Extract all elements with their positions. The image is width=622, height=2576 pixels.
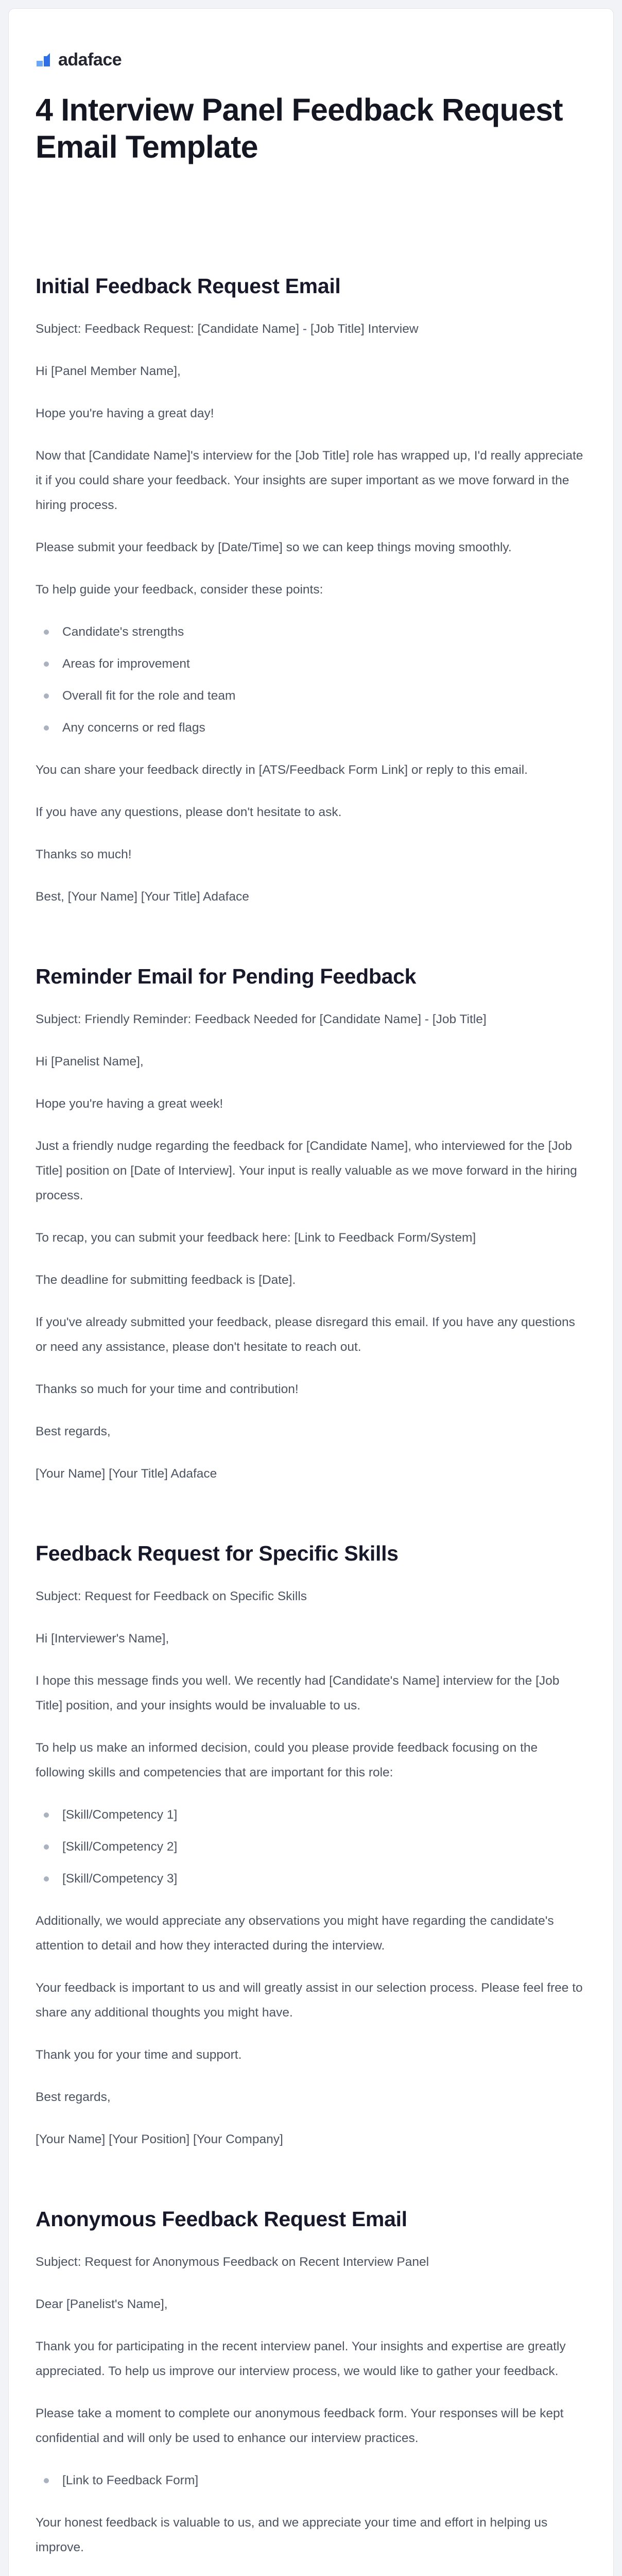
section-initial-feedback	[36, 273, 586, 909]
paragraph: You can share your feedback directly in [ATS/Feedback Form Link] or reply to this email.	[36, 763, 528, 777]
bullet-list	[36, 1803, 586, 1891]
list-item: [Skill/Competency 2]	[36, 1835, 586, 1859]
list-item: [Skill/Competency 3]	[36, 1867, 586, 1891]
brand[interactable]	[36, 48, 586, 72]
paragraph: Best regards,	[36, 1425, 111, 1438]
bullet-list	[36, 620, 586, 740]
paragraph: Best regards,	[36, 2090, 111, 2104]
paragraph: If you have any questions, please don't hesitate to ask.	[36, 805, 342, 819]
email-subject: Subject: Request for Feedback on Specific Skills	[36, 1589, 307, 1603]
section-heading: Reminder Email for Pending Feedback	[36, 964, 417, 988]
section-heading: Initial Feedback Request Email	[36, 274, 341, 298]
paragraph: Your feedback is important to us and will greatly assist in our selection process. Please feel free to share any additional thoughts you might have.	[36, 1981, 583, 2020]
list-item: [Link to Feedback Form]	[36, 2468, 586, 2493]
paragraph: Please take a moment to complete our anonymous feedback form. Your responses will be kept confidential and will only be used to enhance our interview practices.	[36, 2406, 564, 2445]
paragraph: The deadline for submitting feedback is [Date].	[36, 1273, 296, 1287]
paragraph: To recap, you can submit your feedback here: [Link to Feedback Form/System]	[36, 1231, 476, 1245]
list-item: Any concerns or red flags	[36, 716, 586, 740]
section-specific-skills	[36, 1540, 586, 2152]
section-heading: Feedback Request for Specific Skills	[36, 1541, 399, 1565]
email-greeting: Dear [Panelist's Name],	[36, 2297, 168, 2311]
paragraph: To help guide your feedback, consider these points:	[36, 583, 323, 597]
paragraph: Please submit your feedback by [Date/Time] so we can keep things moving smoothly.	[36, 540, 512, 554]
paragraph: To help us make an informed decision, could you please provide feedback focusing on the following skills and competencies that are important for this role:	[36, 1741, 538, 1780]
list-item: Areas for improvement	[36, 652, 586, 676]
email-greeting: Hi [Interviewer's Name],	[36, 1632, 169, 1646]
paragraph: Your honest feedback is valuable to us, and we appreciate your time and effort in helping us improve.	[36, 2516, 548, 2554]
list-item: Candidate's strengths	[36, 620, 586, 645]
paragraph: Additionally, we would appreciate any observations you might have regarding the candidate's attention to detail and how they interacted during the interview.	[36, 1914, 554, 1953]
section-anonymous-feedback	[36, 2206, 586, 2576]
page-title: 4 Interview Panel Feedback Request Email Template	[36, 92, 563, 164]
article-card	[8, 8, 614, 2576]
paragraph: I hope this message finds you well. We recently had [Candidate's Name] interview for the [Job Title] position, and your insights would be invaluable to us.	[36, 1674, 560, 1713]
brand-name: adaface	[58, 49, 122, 70]
list-item: [Skill/Competency 1]	[36, 1803, 586, 1827]
email-subject: Subject: Feedback Request: [Candidate Name] - [Job Title] Interview	[36, 322, 419, 336]
paragraph: Now that [Candidate Name]'s interview for the [Job Title] role has wrapped up, I'd really appreciate it if you could share your feedback. Your insights are super important as we move forward in the hiring process.	[36, 449, 583, 512]
section-heading: Anonymous Feedback Request Email	[36, 2207, 407, 2231]
adaface-logo-icon	[36, 52, 53, 67]
email-greeting: Hi [Panelist Name],	[36, 1055, 144, 1069]
paragraph: Thank you for your time and support.	[36, 2048, 242, 2062]
paragraph: Hope you're having a great day!	[36, 406, 214, 420]
email-signature: [Your Name] [Your Position] [Your Company]	[36, 2132, 283, 2146]
paragraph: Thanks so much for your time and contribution!	[36, 1382, 299, 1396]
paragraph: If you've already submitted your feedback, please disregard this email. If you have any questions or need any assistance, please don't hesitate to reach out.	[36, 1315, 575, 1354]
email-subject: Subject: Friendly Reminder: Feedback Needed for [Candidate Name] - [Job Title]	[36, 1012, 487, 1026]
paragraph: Thanks so much!	[36, 848, 132, 861]
email-subject: Subject: Request for Anonymous Feedback on Recent Interview Panel	[36, 2255, 429, 2269]
section-reminder	[36, 963, 586, 1486]
bullet-list	[36, 2468, 586, 2493]
email-signature: [Your Name] [Your Title] Adaface	[36, 1467, 217, 1481]
email-signature: Best, [Your Name] [Your Title] Adaface	[36, 890, 249, 904]
paragraph: Hope you're having a great week!	[36, 1097, 223, 1111]
list-item: Overall fit for the role and team	[36, 684, 586, 708]
paragraph: Thank you for participating in the recent interview panel. Your insights and expertise are greatly appreciated. To help us improve our interview process, we would like to gather your feedback.	[36, 2340, 566, 2378]
email-greeting: Hi [Panel Member Name],	[36, 364, 181, 378]
paragraph: Just a friendly nudge regarding the feedback for [Candidate Name], who interviewed for the [Job Title] position on [Date of Interview]. Your input is really valuable as we move forward in the hiring process.	[36, 1139, 577, 1202]
